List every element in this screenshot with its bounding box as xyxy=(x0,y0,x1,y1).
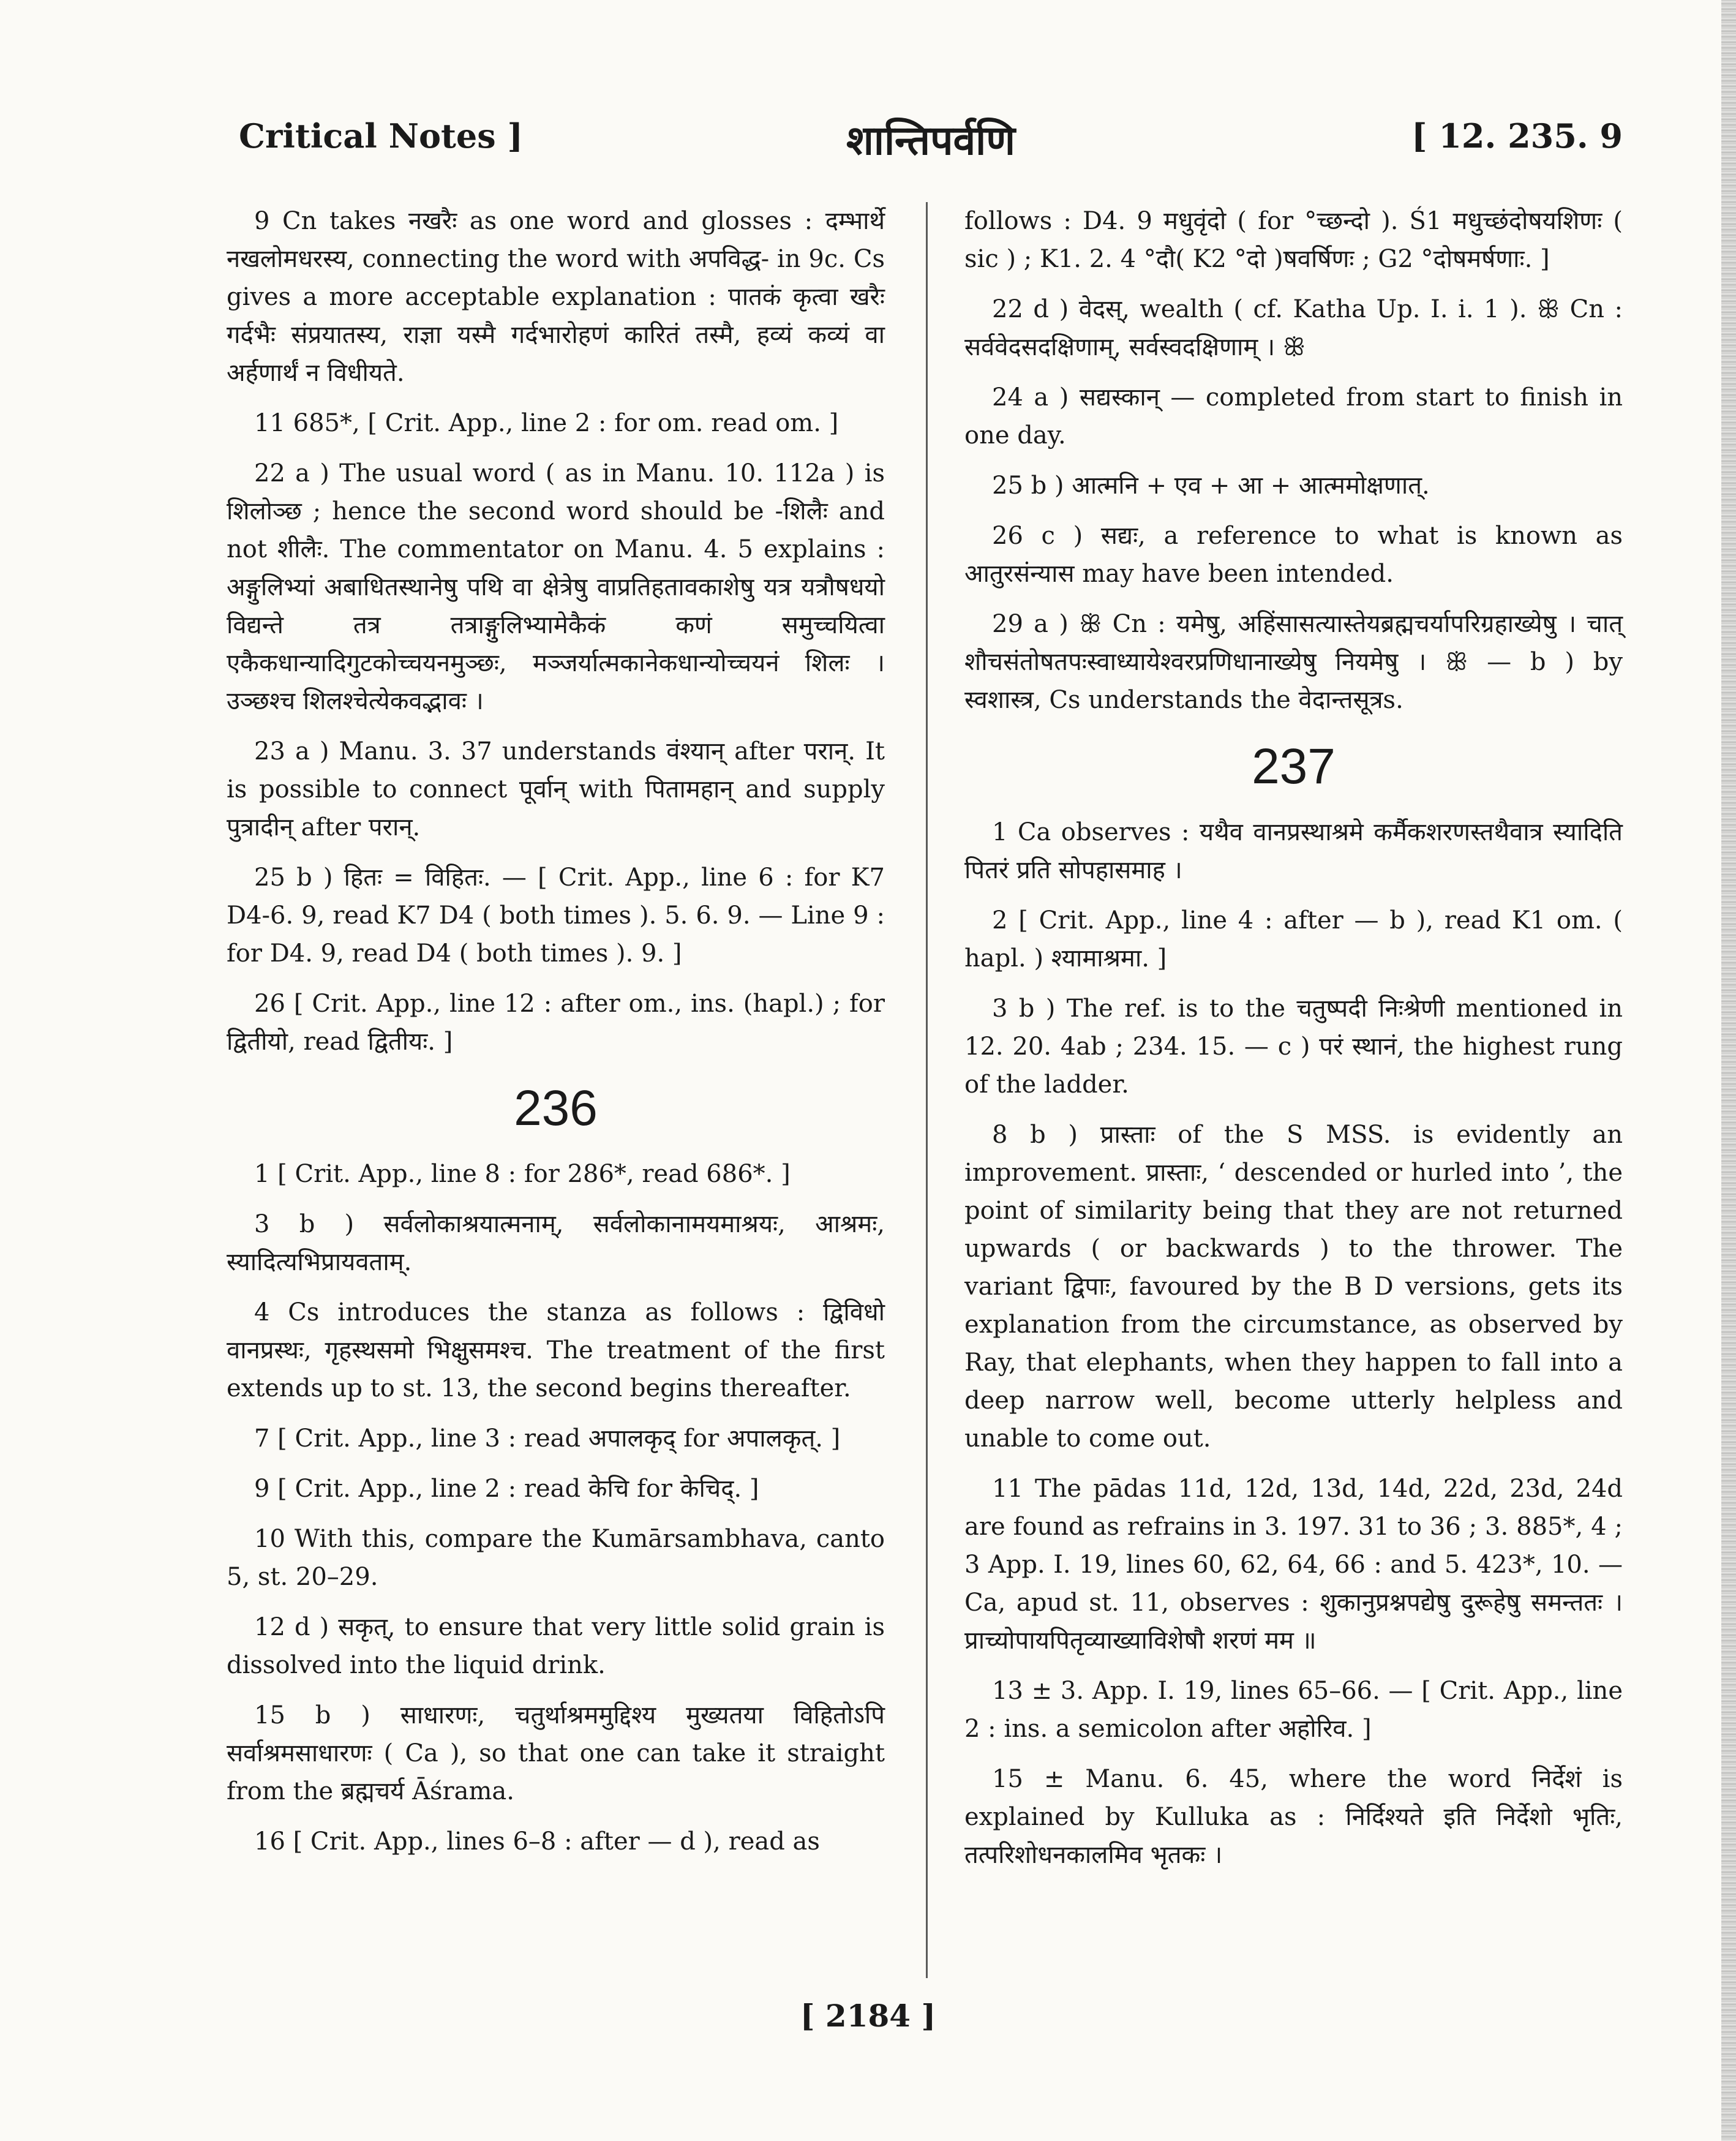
section-heading-237: 237 xyxy=(1252,739,1336,794)
note-237-11: 11 The pādas 11d, 12d, 13d, 14d, 22d, 23d, 24d are found as refrains in 3. 197. 31 to 36 ; 3. 885*, 4 ; 3 App. I. 19, lines 60, 62, 64, 66 : and 5. 423*, 10. — Ca, apud st. 11, observes : शुकानुप्रश्नपद्येषु दुरूहेषु समन्ततः । प्राच्योपायपितृव्याख्याविशेषौ शरणं मम ॥ xyxy=(964,1475,1623,1655)
running-head-reference: [ 12. 235. 9 xyxy=(1411,116,1623,156)
note-236-7: 7 [ Crit. App., line 3 : read अपालकृद् for अपालकृत्. ] xyxy=(254,1424,841,1453)
right-column xyxy=(964,202,1623,1886)
note-237-1: 1 Ca observes : यथैव वानप्रस्थाश्रमे कर्मैकशरणस्तथैवात्र स्यादिति पितरं प्रति सोपहासमाह । xyxy=(964,818,1623,884)
column-divider xyxy=(926,202,928,1978)
note-235-26: 26 [ Crit. App., line 12 : after om., ins. (hapl.) ; for द्वितीयो, read द्वितीयः. ] xyxy=(227,990,885,1056)
scan-edge xyxy=(1721,0,1736,2141)
note-235-11: 11 685*, [ Crit. App., line 2 : for om. read om. ] xyxy=(254,409,839,437)
note-236-12: 12 d ) सकृत्, to ensure that very little solid grain is dissolved into the liquid drink. xyxy=(227,1613,885,1679)
note-236-3: 3 b ) सर्वलोकाश्रयात्मनाम्, सर्वलोकानामयमाश्रयः, आश्रमः, स्यादित्यभिप्रायवताम्. xyxy=(227,1210,885,1276)
section-heading-236: 236 xyxy=(514,1080,598,1136)
note-237-2: 2 [ Crit. App., line 4 : after — b ), read K1 om. ( hapl. ) श्यामाश्रमा. ] xyxy=(964,906,1623,973)
left-column xyxy=(227,202,885,1873)
note-236-16-continued: follows : D4. 9 मधुवृंदो ( for °च्छन्दो ). Ś1 मधुच्छंदोषयशिणः ( sic ) ; K1. 2. 4 °दौ( K2 °दो )षवर्षिणः ; G2 °दोषमर्षणाः. ] xyxy=(964,207,1623,273)
note-236-26: 26 c ) सद्यः, a reference to what is known as आतुरसंन्यास may have been intended. xyxy=(964,522,1623,588)
note-236-25: 25 b ) आत्मनि + एव + आ + आत्ममोक्षणात्. xyxy=(992,472,1430,500)
running-head-title: शान्तिपर्वणि xyxy=(846,116,1015,164)
note-236-4: 4 Cs introduces the stanza as follows : द्विविधो वानप्रस्थः, गृहस्थसमो भिक्षुसमश्च. The treatment of the first extends up to st. 13, the second begins thereafter. xyxy=(227,1298,885,1402)
running-head-left: Critical Notes ] xyxy=(239,116,524,156)
page-header xyxy=(239,116,1623,184)
note-237-13: 13 ± 3. App. I. 19, lines 65–66. — [ Crit. App., line 2 : ins. a semicolon after अहोरिव. ] xyxy=(964,1677,1623,1743)
note-237-8: 8 b ) प्रास्ताः of the S MSS. is evidently an improvement. प्रास्ताः, ‘ descended or hurled into ’, the point of similarity being that they are not returned upwards ( or backwards ) to the thrower. The variant द्विपाः, favoured by the B D versions, gets its explanation from the circumstance, as observed by Ray, that elephants, when they happen to fall into a deep narrow well, become utterly helpless and unable to come out. xyxy=(964,1121,1623,1453)
note-235-9: 9 Cn takes नखरैः as one word and glosses : दम्भार्थे नखलोमधरस्य, connecting the word with अपविद्ध- in 9c. Cs gives a more acceptable explanation : पातकं कृत्वा खरैः गर्दभैः संप्रयातस्य, राज्ञा यस्मै गर्दभारोहणं कारितं तस्मै, हव्यं कव्यं वा अर्हणार्थं न विधीयते. xyxy=(227,207,885,387)
note-235-22: 22 a ) The usual word ( as in Manu. 10. 112a ) is शिलोञ्छ ; hence the second word should be -शिलैः and not शीलैः. The commentator on Manu. 4. 5 explains : अङ्गुलिभ्यां अबाधितस्थानेषु पथि वा क्षेत्रेषु वाप्रतिहतावकाशेषु यत्र यत्रौषधयो विद्यन्ते तत्र तत्राङ्गुलिभ्यामेकैकं कणं समुच्चयित्वा एकैकधान्यादिगुटकोच्चयनमुञ्छः, मञ्जर्यात्मकानेकधान्योच्चयनं शिलः । उञ्छश्च शिलश्चेत्येकवद्भावः । xyxy=(227,459,885,715)
page-number: [ 2184 ] xyxy=(800,1998,936,2034)
note-236-22: 22 d ) वेदस्, wealth ( cf. Katha Up. I. i. 1 ). ꕥ Cn : सर्ववेदसदक्षिणाम्, सर्वस्वदक्षिणाम् । ꕥ xyxy=(964,295,1623,361)
note-236-15: 15 b ) साधारणः, चतुर्थाश्रममुद्दिश्य मुख्यतया विहितोऽपि सर्वाश्रमसाधारणः ( Ca ), so that one can take it straight from the ब्रह्मचर्य Āśrama. xyxy=(227,1701,885,1805)
note-236-10: 10 With this, compare the Kumārsambhava, canto 5, st. 20–29. xyxy=(227,1525,885,1591)
note-237-15: 15 ± Manu. 6. 45, where the word निर्देशं is explained by Kulluka as : निर्दिश्यते इति निर्देशो भृतिः, तत्परिशोधनकालमिव भृतकः । xyxy=(964,1765,1623,1869)
note-236-24: 24 a ) सद्यस्कान् — completed from start to finish in one day. xyxy=(964,383,1623,450)
note-236-9: 9 [ Crit. App., line 2 : read केचि for केचिद्. ] xyxy=(254,1475,759,1503)
note-236-1: 1 [ Crit. App., line 8 : for 286*, read 686*. ] xyxy=(254,1160,791,1188)
note-236-16: 16 [ Crit. App., lines 6–8 : after — d ), read as xyxy=(254,1827,820,1856)
note-236-29: 29 a ) ꕥ Cn : यमेषु, अहिंसासत्यास्तेयब्रह्मचर्यापरिग्रहाख्येषु । चात् शौचसंतोषतपःस्वाध्यायेश्वरप्रणिधानाख्येषु नियमेषु । ꕥ — b ) by स्वशास्त्र, Cs understands the वेदान्तसूत्रs. xyxy=(964,610,1623,714)
note-235-23: 23 a ) Manu. 3. 37 understands वंश्यान् after परान्. It is possible to connect पूर्वान् with पितामहान् and supply पुत्रादीन् after परान्. xyxy=(227,737,885,841)
note-237-3: 3 b ) The ref. is to the चतुष्पदी निःश्रेणी mentioned in 12. 20. 4ab ; 234. 15. — c ) परं स्थानं, the highest rung of the ladder. xyxy=(964,995,1623,1099)
note-235-25: 25 b ) हितः = विहितः. — [ Crit. App., line 6 : for K7 D4-6. 9, read K7 D4 ( both times ). 5. 6. 9. — Line 9 : for D4. 9, read D4 ( both times ). 9. ] xyxy=(227,864,885,968)
